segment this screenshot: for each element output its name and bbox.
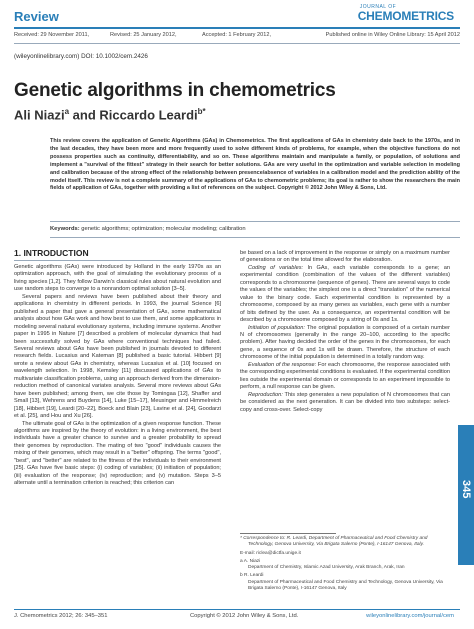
header-rule: [14, 27, 460, 29]
reproduction-text: This step generates a new population of N chromosomes that can be considered as the next generation. It can be divided into two substeps: select-copy and cross-over. Select-copy: [240, 391, 450, 413]
affil-mark-a: a: [64, 107, 70, 116]
coding-lead: Coding of variables:: [248, 264, 304, 271]
footnote-rule: [240, 533, 336, 534]
right-paragraph-initiation: [240, 325, 450, 362]
footnote-email[interactable]: E-mail: riclea@dictfa.unige.it: [240, 550, 301, 556]
journal-logo: [358, 4, 454, 23]
right-paragraph-coding: [240, 265, 450, 325]
right-column: [240, 250, 450, 530]
page-number-tab: [458, 425, 474, 565]
accepted-date: Accepted: 1 February 2012,: [202, 32, 272, 38]
keywords-rule: [50, 237, 460, 238]
history-dates: [14, 32, 460, 42]
coding-text: In GAs, each variable corresponds to a gene; an experimental condition (combination of the values of the different variables) corresponds to a chromosome (sequence of genes). There are several ways to code the values of the variables; the simplest one is a direct "translation" of the numerical value to the binary code. Each experimental condition is represented by a chromosome, composed by as many genes as variables, each gene with a number of bits defined by the user. As a consequence, an experimental condition will be described by a chromosome composed by a string of 0s and 1s.: [240, 264, 450, 324]
footnotes: [240, 536, 444, 594]
page-number: 345: [460, 480, 472, 499]
right-paragraph-reproduction: [240, 392, 450, 414]
section-rule: [14, 260, 221, 261]
intro-paragraph-3: The ultimate goal of GAs is the optimization of a given response function. These algorithms are inspired by the theory of evolution: in a living environment, the best individuals have a greater chance to survive and a greater probability to spread their genomes by reproduction. The mating of two "good" individuals causes the mixing of their genomes, which may result in a "better" offspring. The terms "good", "best", and "better" are related to the fitness of the individuals to their environment [25]. GAs have five basic steps: (i) coding of variables; (ii) initiation of population; (iii) evaluation of the response; (iv) reproduction; and (v) mutation. Steps 3–5 alternate until a termination criterion is reached; this criterion can: [14, 420, 221, 487]
article-title: Genetic algorithms in chemometrics: [14, 80, 336, 101]
revised-date: Revised: 25 January 2012,: [110, 32, 177, 38]
footnote-affiliation-b: b R. Leardi Department of Pharmaceutical and Food Chemistry and Technology, Genova University, Via Brigata Salerno (Ponte), I-16147 Genova, Italy: [240, 573, 443, 592]
doi-line[interactable]: (wileyonlinelibrary.com) DOI: 10.1002/cem.2426: [14, 53, 148, 60]
footer-rule: [14, 609, 460, 610]
dates-rule: [14, 43, 460, 44]
section-heading-introduction: 1. INTRODUCTION: [14, 248, 89, 258]
published-date: Published online in Wiley Online Library: 15 April 2012: [325, 32, 460, 38]
right-paragraph-1: be based on a lack of improvement in the response or simply on a maximum number of generations or on the total time allowed for the elaboration.: [240, 250, 450, 264]
keywords-label: Keywords:: [50, 226, 80, 232]
author-line: [14, 107, 206, 122]
abstract: This review covers the application of Genetic Algorithms (GAs) in Chemometrics. The first applications of GAs in chemistry date back to the 1970s, and in the last decades, they have been more and more frequently used to solve different kinds of problems, for example, when the objective functions do not possess properties such as continuity, differentiability, and so on. These algorithms maintain and manipulate a family, or population, of solutions and implement a "survival of the fittest" strategy in their search for better solutions. GAs are very useful in the optimization and variable selection in modeling and calibration because of the strong effect of the relationship between presence/absence of variables in a calibration model and the prediction ability of the model itself. This review is not a complete summary of the applications of GAs to chemometric problems; its goal is rather to show the researchers the main fields of application of GAs, together with providing a list of references on the subject. Copyright © 2012 John Wiley & Sons, Ltd.: [50, 138, 460, 192]
intro-paragraph-2: Several papers and reviews have been published about their theory and applications in chemistry in different periods. In 1993, the journal Science [6] published a paper that gave a general presentation of GAs, some mathematical analysis about how GAs work and how best to use them, and some applications in modeling several natural evolutionary systems, including immune systems. Another paper in 1995 in Nature [7] described a problem of molecular dynamics that had been successfully solved by GAs where conventional techniques had failed. Several reviews about GAs have been published in journals devoted to different research fields. Lucasius and Kateman [8] published a basic tutorial. Hibbert [9] wrote a review about GAs in chemistry, whereas Lucasius et al. [10] focused on wavelength selection. In 1998, Kemsley [11] discussed applications of GAs to multivariate classification problems, using an approach derived from the dimension-reduction method of canonical variates analysis. Several more reviews about GAs have been published; among them, we cite those by Tomingaa [12], Shaffer and Small [13], Wehrens and Buydens [14], Luke [15–17], Meusinger and Himmelreich [18], Hibbert [19], Leardi [20–22], Boeck and Blain [23], Lavine et al. [24], Goodarzi et al. [25], and Hou and Xu [26].: [14, 293, 221, 420]
section-label: Review: [14, 9, 59, 24]
affil-mark-b: b*: [197, 107, 206, 116]
author-leardi: Riccardo Leardi: [99, 107, 198, 123]
footnote-correspondence: * Correspondence to: R. Leardi, Department of Pharmaceutical and Food Chemistry and Technology, Genova University, Via Brigata Salerno (Ponte), I-16147 Genova, Italy.: [240, 536, 428, 548]
keywords-list: genetic algorithms; optimization; molecular modeling; calibration: [81, 226, 246, 232]
footnote-affiliation-a: a A. Niazi Department of Chemistry, Islamic Azad University, Arak Branch, Arak, Iran: [240, 558, 405, 571]
journal-url[interactable]: wileyonlinelibrary.com/journal/cem: [366, 613, 454, 619]
copyright-line: Copyright © 2012 John Wiley & Sons, Ltd.: [190, 613, 299, 619]
author-niazi: Ali Niazi: [14, 107, 65, 123]
right-paragraph-evaluation: [240, 362, 450, 392]
evaluation-lead: Evaluation of the response:: [248, 361, 317, 368]
journal-logo-small: JOURNAL OF: [359, 4, 397, 10]
author-separator: and: [69, 107, 100, 123]
evaluation-text: For each chromosome, the response associated with the corresponding experimental conditions is evaluated. If the experimental condition lies outside the experimental domain or corresponds to an experiment impossible to perform, a null response can be given.: [240, 361, 450, 391]
abstract-rule: [50, 221, 460, 222]
reproduction-lead: Reproduction:: [248, 391, 283, 398]
initiation-lead: Initiation of population:: [248, 324, 305, 331]
left-column: [14, 264, 221, 606]
keywords-line: [50, 226, 246, 232]
journal-logo-name: CHEMOMETRICS: [357, 9, 454, 23]
intro-paragraph-1: Genetic algorithms (GAs) were introduced by Holland in the early 1970s as an optimization approach, with the goal of simulating the evolutionary process of a living species [1,2]. They follow Darwin's classical rules about natural evolution and use random steps to converge to a nonrandom optimal solution [3–5].: [14, 264, 221, 293]
citation-line: J. Chemometrics 2012; 26: 345–351: [14, 613, 108, 619]
initiation-text: The original population is composed of a certain number N of chromosomes (generally in the range 20–100, according to the specific problem). After having decided the order of the genes in the chromosomes, for each gene, a sequence of 0s and 1s will be drawn. Therefore, the structure of each chromosome of the initial population is determined in a totally random way.: [240, 324, 450, 361]
received-date: Received: 29 November 2011,: [14, 32, 90, 38]
